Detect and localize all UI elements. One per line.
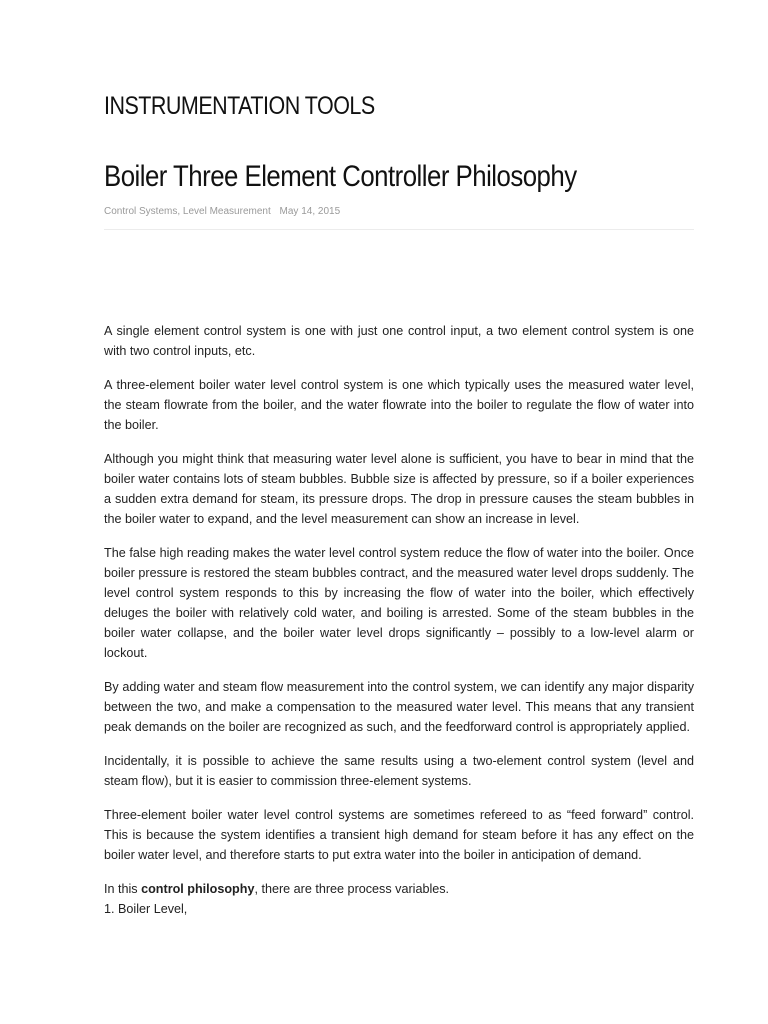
paragraph-4: The false high reading makes the water level control system reduce the flow of water into the boiler. Once boiler pressure is restored the steam bubbles contract, and the measured water level drops suddenly. The level control system responds to this by increasing the flow of water into the boiler, which effectively deluges the boiler with relatively cold water, and boiling is arrested. Some of the steam bubbles in the boiler water collapse, and the boiler water level drops significantly – possibly to a low-level alarm or lockout.	[104, 546, 694, 660]
post-title: Boiler Three Element Controller Philosophy	[104, 160, 577, 193]
paragraph-8	[104, 879, 694, 899]
post-meta	[104, 206, 340, 217]
paragraph-5: By adding water and steam flow measurement into the control system, we can identify any major disparity between the two, and make a compensation to the measured water level. This means that any transient peak demands on the boiler are recognized as such, and the feedforward control is appropriately applied.	[104, 680, 694, 734]
paragraph-1: A single element control system is one with just one control input, a two element control system is one with two control inputs, etc.	[104, 324, 694, 358]
paragraph-6: Incidentally, it is possible to achieve the same results using a two-element control system (level and steam flow), but it is easier to commission three-element systems.	[104, 754, 694, 788]
header-divider	[104, 229, 694, 230]
paragraph-7: Three-element boiler water level control systems are sometimes refereed to as “feed forward” control. This is because the system identifies a transient high demand for steam before it has any effect on the boiler water level, and therefore starts to put extra water into the boiler in anticipation of demand.	[104, 808, 694, 862]
article-body	[104, 321, 694, 919]
control-philosophy-bold: control philosophy	[141, 882, 255, 896]
paragraph-3: Although you might think that measuring water level alone is sufficient, you have to bear in mind that the boiler water contains lots of steam bubbles. Bubble size is affected by pressure, so if a boiler experiences a sudden extra demand for steam, its pressure drops. The drop in pressure causes the steam bubbles in the boiler water to expand, and the level measurement can show an increase in level.	[104, 452, 694, 526]
paragraph-8-suffix: , there are three process variables.	[254, 882, 450, 896]
site-title[interactable]: INSTRUMENTATION TOOLS	[104, 92, 375, 120]
category-link-level-measurement[interactable]: Level Measurement	[182, 206, 271, 217]
category-link-control-systems[interactable]: Control Systems	[104, 206, 178, 217]
paragraph-8-prefix: In this	[104, 882, 142, 896]
post-date: May 14, 2015	[279, 206, 341, 217]
paragraph-2: A three-element boiler water level control system is one which typically uses the measured water level, the steam flowrate from the boiler, and the water flowrate into the boiler to regulate the flow of water into the boiler.	[104, 378, 694, 432]
list-item-boiler-level: 1. Boiler Level,	[104, 902, 188, 916]
category-separator: ,	[177, 206, 183, 217]
